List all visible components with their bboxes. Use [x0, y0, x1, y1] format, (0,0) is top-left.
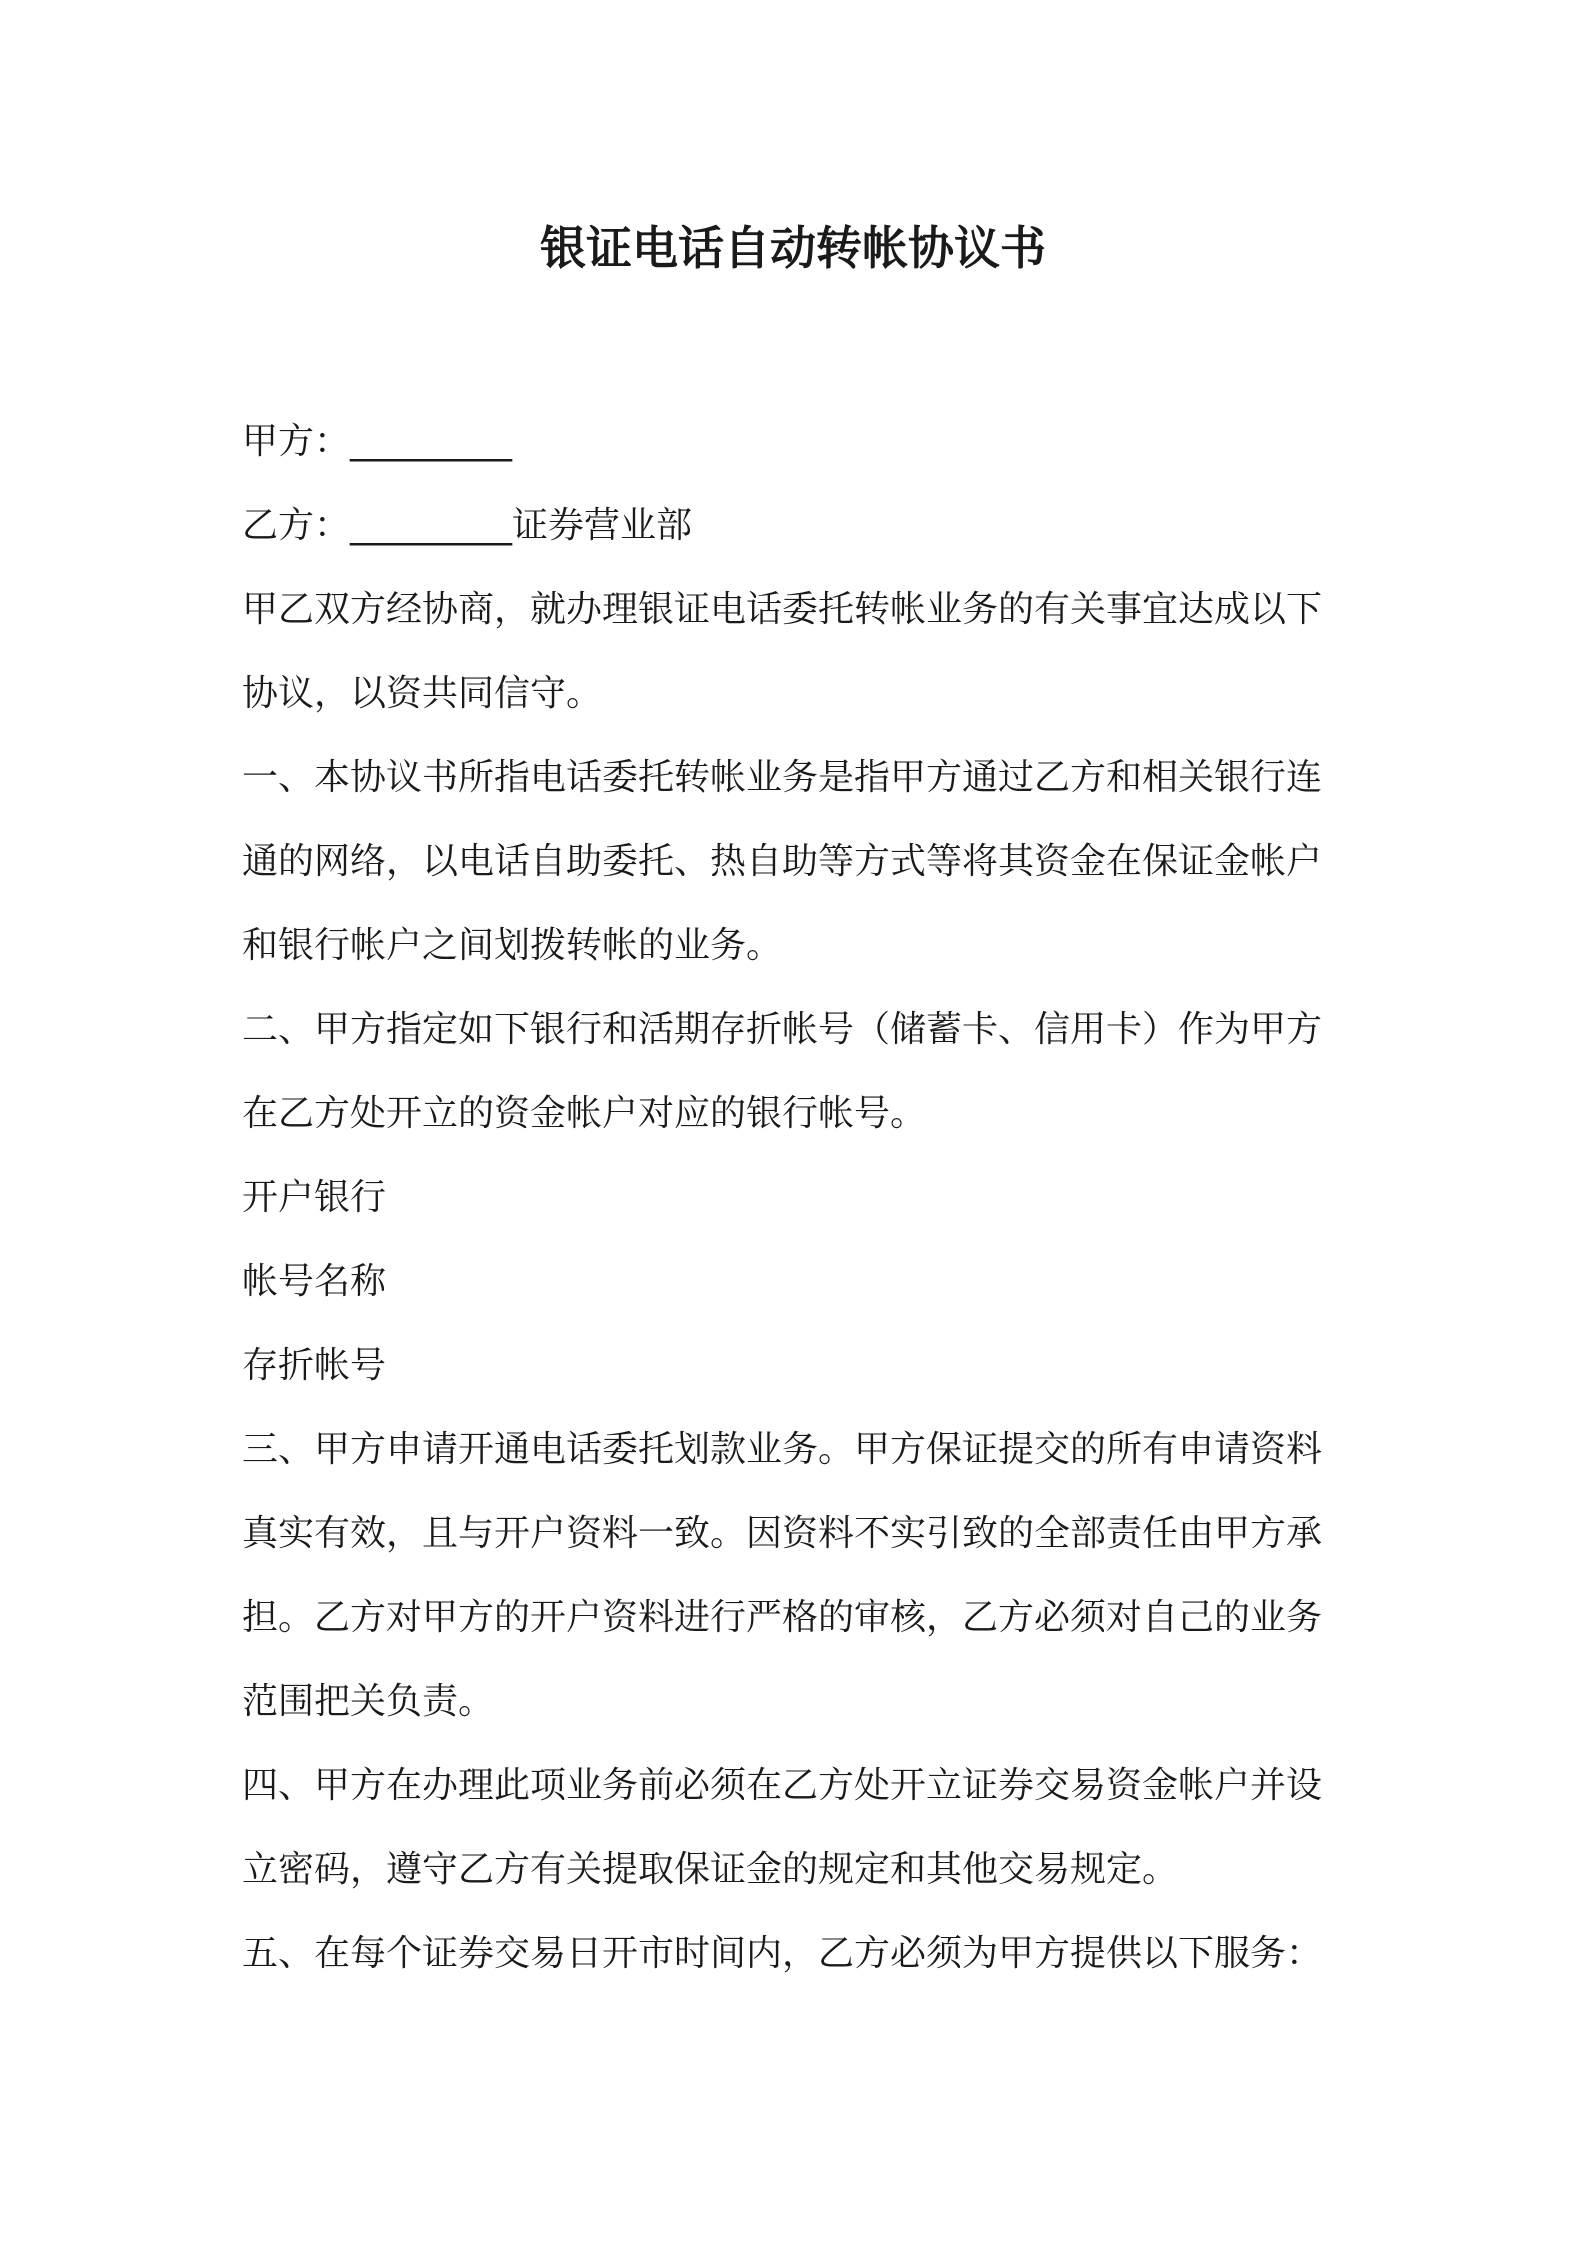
passbook-account-field-label: 存折帐号 [242, 1345, 387, 1386]
clause-5-line: 五、在每个证券交易日开市时间内，乙方必须为甲方提供以下服务： [242, 1933, 1323, 1974]
clause-3-line: 三、甲方申请开通电话委托划款业务。甲方保证提交的所有申请资料 [242, 1429, 1323, 1470]
bank-name-field-label: 开户银行 [242, 1177, 387, 1218]
clause-1-line: 一、本协议书所指电话委托转帐业务是指甲方通过乙方和相关银行连 [242, 757, 1323, 798]
account-name-field-label: 帐号名称 [242, 1261, 387, 1302]
clause-1-line: 通的网络，以电话自助委托、热自助等方式等将其资金在保证金帐户 [242, 841, 1323, 882]
clause-3-line: 范围把关负责。 [242, 1681, 495, 1722]
document-title: 银证电话自动转帐协议书 [540, 221, 1046, 275]
clause-2-line: 在乙方处开立的资金帐户对应的银行帐号。 [242, 1093, 927, 1134]
clause-1-line: 和银行帐户之间划拨转帐的业务。 [242, 925, 783, 966]
clause-2-line: 二、甲方指定如下银行和活期存折帐号（储蓄卡、信用卡）作为甲方 [242, 1009, 1323, 1050]
preamble-line: 甲乙双方经协商，就办理银证电话委托转帐业务的有关事宜达成以下 [242, 589, 1323, 630]
party-a-line: 甲方：_________ [242, 421, 513, 462]
clause-3-line: 担。乙方对甲方的开户资料进行严格的审核，乙方必须对自己的业务 [242, 1597, 1323, 1638]
clause-3-line: 真实有效，且与开户资料一致。因资料不实引致的全部责任由甲方承 [242, 1513, 1323, 1554]
clause-4-line: 立密码，遵守乙方有关提取保证金的规定和其他交易规定。 [242, 1849, 1179, 1890]
preamble-line: 协议，以资共同信守。 [242, 673, 603, 714]
clause-4-line: 四、甲方在办理此项业务前必须在乙方处开立证券交易资金帐户并设 [242, 1765, 1323, 1806]
party-b-line: 乙方：_________证券营业部 [242, 505, 693, 546]
document-body [242, 400, 1362, 1996]
